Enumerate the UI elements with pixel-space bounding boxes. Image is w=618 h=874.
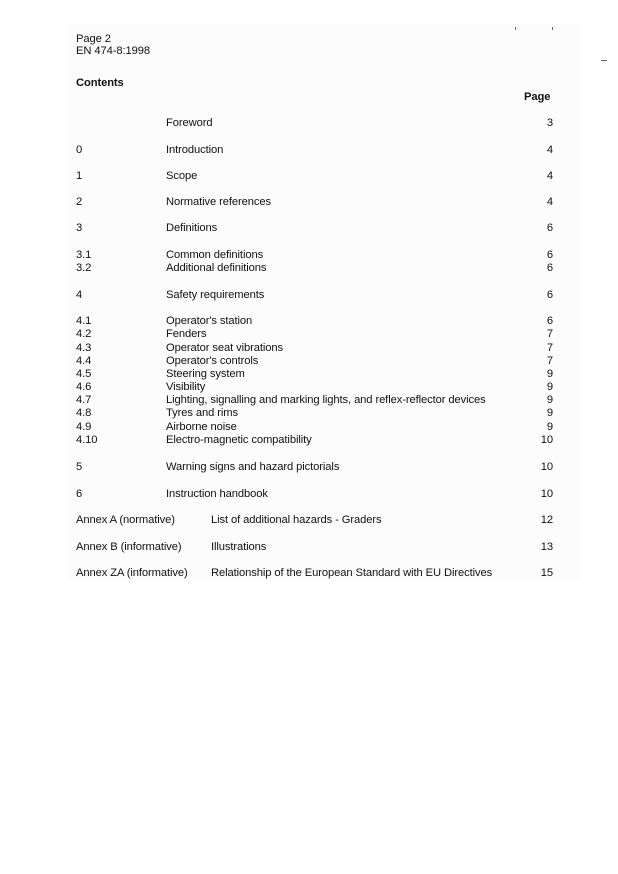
toc-entry-page: 9: [546, 394, 553, 406]
contents-heading: Contents: [76, 77, 124, 89]
toc-entry-title: Introduction: [166, 144, 224, 156]
toc-entry-title: Steering system: [166, 368, 245, 380]
toc-entry-title: Operator's station: [166, 315, 253, 327]
toc-entry-number: 1: [76, 170, 83, 182]
toc-entry-title: Safety requirements: [166, 289, 265, 301]
toc-entry-title: Additional definitions: [166, 262, 267, 274]
toc-entry-number: 4: [76, 289, 83, 301]
toc-entry-number: 2: [76, 196, 83, 208]
toc-entry-title: Tyres and rims: [166, 407, 238, 419]
toc-entry-page: 4: [546, 170, 553, 182]
toc-entry-title: Lighting, signalling and marking lights, and reflex-reflector devices: [166, 394, 486, 406]
annex-title: Relationship of the European Standard with EU Directives: [211, 567, 493, 579]
annex-label: Annex B (informative): [76, 541, 182, 553]
toc-entry-page: 9: [546, 368, 553, 380]
annex-label: Annex ZA (informative): [76, 567, 188, 579]
toc-entry-page: 3: [546, 117, 553, 129]
toc-entry-page: 6: [546, 222, 553, 234]
toc-entry-title: Common definitions: [166, 249, 264, 261]
standard-number-header: EN 474-8:1998: [76, 45, 150, 57]
toc-entry-number: 0: [76, 144, 83, 156]
toc-entry-number: 4.8: [76, 407, 92, 419]
toc-entry-page: 7: [546, 328, 553, 340]
scan-speck-mark: [515, 27, 516, 30]
toc-entry-page: 7: [546, 342, 553, 354]
annex-title: Illustrations: [211, 541, 267, 553]
toc-entry-title: Visibility: [166, 381, 206, 393]
annex-title: List of additional hazards - Graders: [211, 514, 382, 526]
toc-entry-title: Foreword: [166, 117, 213, 129]
toc-entry-page: 10: [540, 488, 553, 500]
toc-entry-number: 6: [76, 488, 83, 500]
toc-entry-title: Normative references: [166, 196, 271, 208]
toc-entry-title: Instruction handbook: [166, 488, 268, 500]
toc-entry-page: 6: [546, 249, 553, 261]
toc-entry-number: 4.6: [76, 381, 92, 393]
toc-entry-page: 7: [546, 355, 553, 367]
toc-entry-title: Definitions: [166, 222, 218, 234]
toc-entry-number: 4.7: [76, 394, 92, 406]
toc-entry-page: 6: [546, 262, 553, 274]
scan-speck-mark: [552, 27, 553, 30]
toc-entry-number: 3: [76, 222, 83, 234]
toc-entry-number: 4.3: [76, 342, 92, 354]
annex-page: 15: [540, 567, 553, 579]
toc-entry-number: 5: [76, 461, 83, 473]
toc-entry-title: Fenders: [166, 328, 207, 340]
toc-entry-title: Airborne noise: [166, 421, 237, 433]
toc-entry-page: 10: [540, 461, 553, 473]
toc-entry-title: Scope: [166, 170, 198, 182]
toc-entry-title: Electro-magnetic compatibility: [166, 434, 312, 446]
toc-entry-page: 4: [546, 196, 553, 208]
toc-entry-page: 9: [546, 407, 553, 419]
scanned-page-area: [68, 24, 580, 581]
page-number-header: Page 2: [76, 33, 111, 45]
annex-label: Annex A (normative): [76, 514, 175, 526]
toc-entry-number: 4.2: [76, 328, 92, 340]
scan-edge-mark: [601, 60, 607, 61]
toc-entry-page: 9: [546, 421, 553, 433]
toc-entry-page: 6: [546, 289, 553, 301]
annex-page: 12: [540, 514, 553, 526]
toc-entry-number: 4.10: [76, 434, 98, 446]
toc-entry-number: 3.2: [76, 262, 92, 274]
toc-entry-page: 10: [540, 434, 553, 446]
toc-entry-number: 3.1: [76, 249, 92, 261]
annex-page: 13: [540, 541, 553, 553]
toc-entry-page: 6: [546, 315, 553, 327]
toc-entry-number: 4.4: [76, 355, 92, 367]
page-column-heading: Page: [524, 91, 551, 103]
toc-entry-number: 4.9: [76, 421, 92, 433]
toc-entry-number: 4.5: [76, 368, 92, 380]
toc-entry-page: 9: [546, 381, 553, 393]
toc-entry-page: 4: [546, 144, 553, 156]
toc-entry-title: Operator's controls: [166, 355, 259, 367]
toc-entry-title: Warning signs and hazard pictorials: [166, 461, 340, 473]
toc-entry-number: 4.1: [76, 315, 92, 327]
toc-entry-title: Operator seat vibrations: [166, 342, 283, 354]
